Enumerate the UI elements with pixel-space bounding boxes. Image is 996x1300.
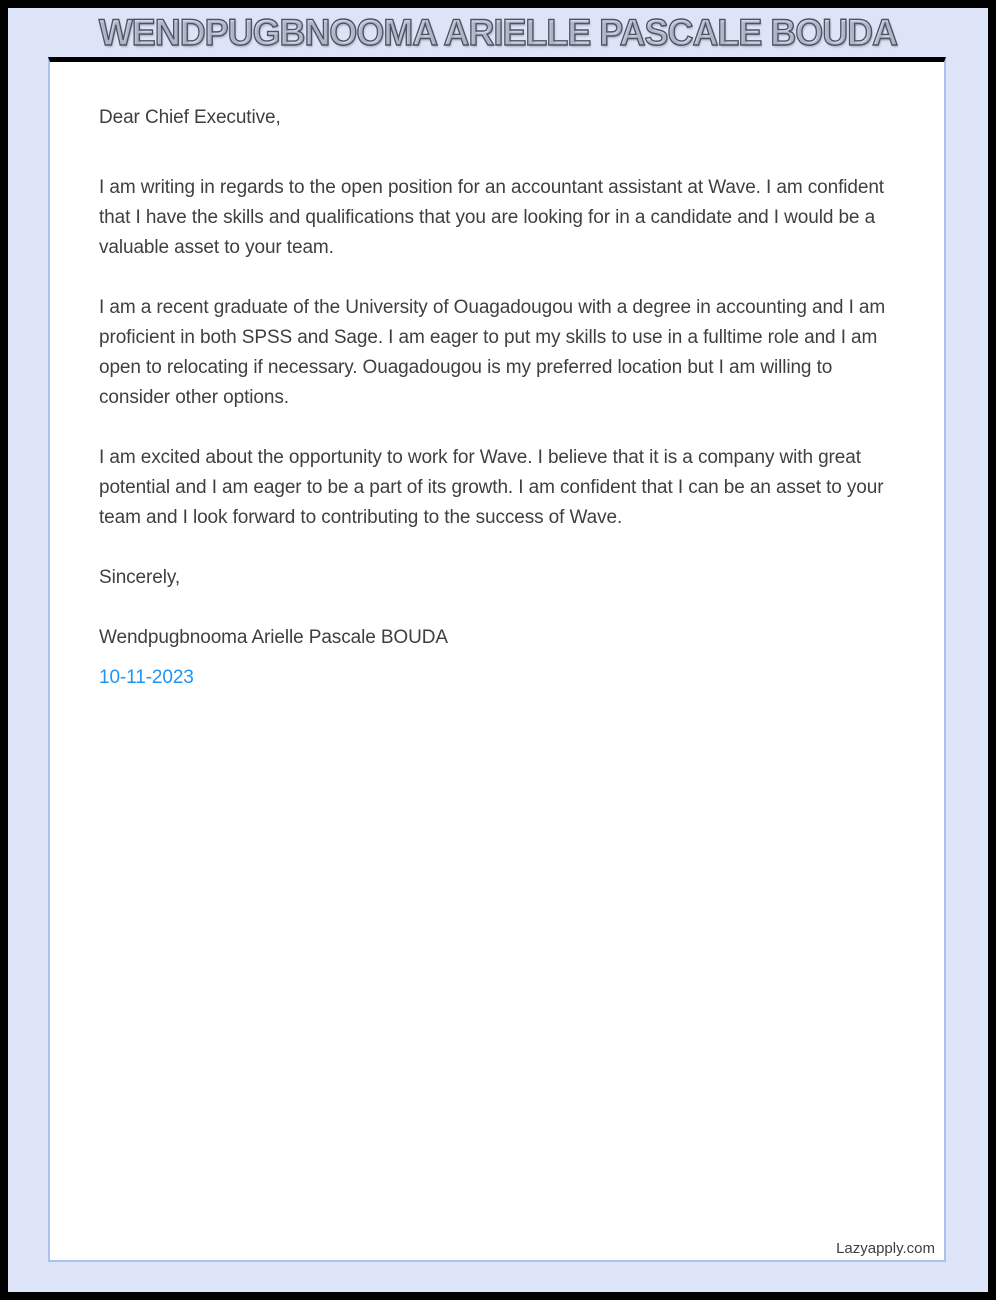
closing: Sincerely, (99, 567, 181, 588)
letter-date: 10-11-2023 (99, 667, 194, 688)
letter-paragraph: I am excited about the opportunity to work for Wave. I believe that it is a company with great potential and I am eager to be a part of its growth. I am confident that I can be an asset to your team and I look forward to contributing to the success of Wave. (99, 447, 884, 528)
letter-page (48, 57, 946, 1262)
letter-paragraph: I am a recent graduate of the University of Ouagadougou with a degree in accounting and I am proficient in both SPSS and Sage. I am eager to put my skills to use in a fulltime role and I am open to relocating if necessary. Ouagadougou is my preferred location but I am willing to consider other options. (99, 297, 886, 408)
page-title: WENDPUGBNOOMA ARIELLE PASCALE BOUDA (98, 12, 898, 53)
signature-name: Wendpugbnooma Arielle Pascale BOUDA (99, 627, 448, 648)
letter-paragraph: I am writing in regards to the open position for an accountant assistant at Wave. I am confident that I have the skills and qualifications that you are looking for in a candidate and I would be a valuable asset to your team. (99, 177, 884, 258)
letter-body (50, 62, 944, 693)
watermark: Lazyapply.com (836, 1240, 935, 1257)
document-background (8, 8, 988, 1292)
salutation: Dear Chief Executive, (99, 107, 281, 128)
